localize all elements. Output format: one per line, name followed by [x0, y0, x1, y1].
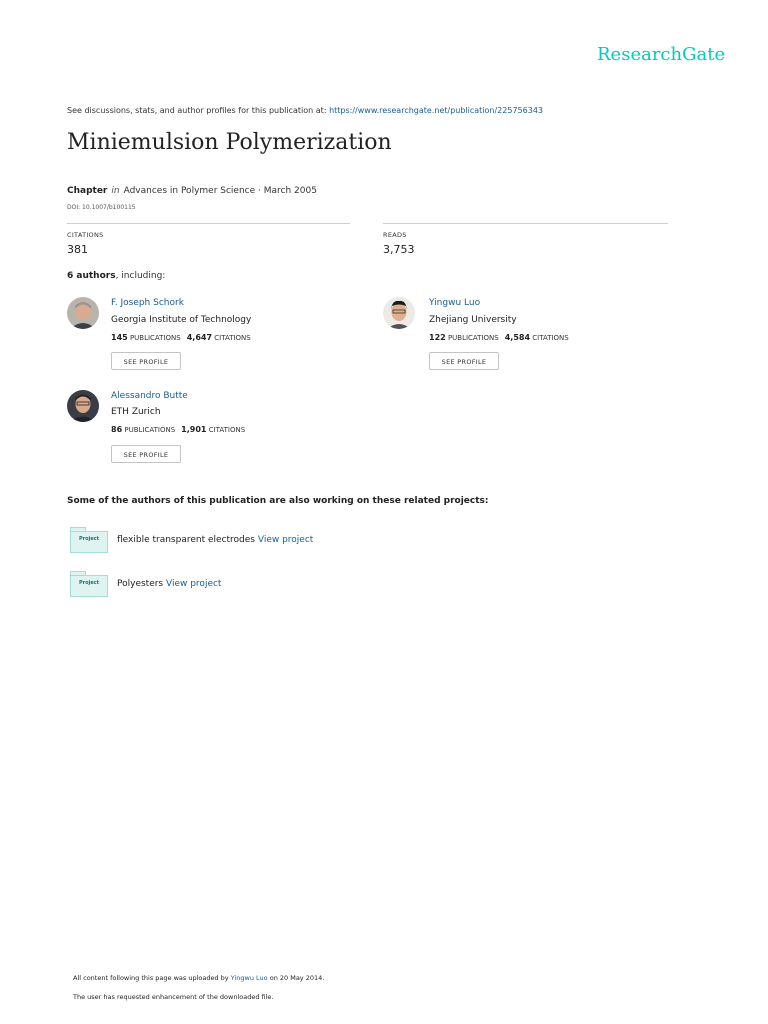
- author-publications-count: 122: [429, 333, 446, 342]
- project-item: [117, 579, 221, 589]
- citations-label-small: CITATIONS: [214, 334, 251, 342]
- project-icon-label: Project: [78, 580, 100, 586]
- reads-value: 3,753: [383, 243, 415, 256]
- researchgate-logo[interactable]: ResearchGate: [597, 44, 726, 65]
- author-stats-schork: [111, 333, 251, 342]
- author-stats-butte: [111, 425, 245, 434]
- publication-meta: [67, 186, 317, 196]
- view-project-link[interactable]: View project: [166, 579, 222, 589]
- project-name: Polyesters: [117, 579, 164, 589]
- author-publications-count: 86: [111, 425, 123, 434]
- uploader-link[interactable]: Yingwu Luo: [230, 974, 268, 982]
- citations-label-small: CITATIONS: [532, 334, 569, 342]
- author-publications-count: 145: [111, 333, 128, 342]
- profile-link-line: [67, 106, 543, 115]
- project-icon-label: Project: [78, 536, 100, 542]
- see-profile-button[interactable]: SEE PROFILE: [429, 352, 499, 370]
- upload-note: [73, 974, 324, 982]
- authors-including: , including:: [115, 271, 166, 281]
- avatar-luo-icon[interactable]: [383, 297, 415, 329]
- publications-label: PUBLICATIONS: [447, 334, 499, 342]
- request-note: The user has requested enhancement of the downloaded file.: [73, 993, 274, 1001]
- author-name-butte[interactable]: Alessandro Butte: [111, 391, 188, 401]
- project-item: [117, 535, 313, 545]
- publications-label: PUBLICATIONS: [129, 334, 181, 342]
- avatar-butte-icon[interactable]: [67, 390, 99, 422]
- author-institution-butte: ETH Zurich: [111, 407, 161, 417]
- project-name: flexible transparent electrodes: [117, 535, 255, 545]
- publication-title: Miniemulsion Polymerization: [67, 130, 392, 155]
- upload-prefix: All content following this page was uploaded by: [73, 974, 229, 982]
- divider-citations: [67, 223, 350, 224]
- citations-label-small: CITATIONS: [208, 426, 246, 434]
- project-folder-icon: [70, 527, 108, 553]
- venue-date: Advances in Polymer Science · March 2005: [123, 186, 317, 196]
- see-profile-button[interactable]: SEE PROFILE: [111, 352, 181, 370]
- author-name-luo[interactable]: Yingwu Luo: [429, 298, 481, 308]
- publications-label: PUBLICATIONS: [124, 426, 176, 434]
- citations-label: CITATIONS: [67, 231, 104, 239]
- author-name-schork[interactable]: F. Joseph Schork: [111, 298, 184, 308]
- upload-suffix: on 20 May 2014.: [269, 974, 325, 982]
- avatar-schork-icon[interactable]: [67, 297, 99, 329]
- related-projects-heading: Some of the authors of this publication are also working on these related projects:: [67, 496, 489, 506]
- authors-count: 6 authors: [67, 271, 116, 281]
- see-discussions-text: See discussions, stats, and author profiles for this publication at:: [67, 106, 327, 115]
- author-institution-luo: Zhejiang University: [429, 315, 517, 325]
- author-stats-luo: [429, 333, 569, 342]
- author-citations-count: 4,647: [186, 333, 213, 342]
- publication-type: Chapter: [67, 186, 108, 196]
- author-citations-count: 4,584: [504, 333, 531, 342]
- publication-url-link[interactable]: https://www.researchgate.net/publication/225756343: [329, 106, 543, 115]
- author-institution-schork: Georgia Institute of Technology: [111, 315, 252, 325]
- author-citations-count: 1,901: [181, 425, 207, 434]
- citations-value: 381: [67, 243, 88, 256]
- authors-heading: [67, 271, 165, 281]
- publication-doi: DOI: 10.1007/b100115: [67, 204, 136, 211]
- divider-reads: [383, 223, 668, 224]
- project-folder-icon: [70, 571, 108, 597]
- in-word: in: [111, 186, 120, 196]
- see-profile-button[interactable]: SEE PROFILE: [111, 445, 181, 463]
- view-project-link[interactable]: View project: [257, 535, 314, 545]
- reads-label: READS: [383, 231, 407, 239]
